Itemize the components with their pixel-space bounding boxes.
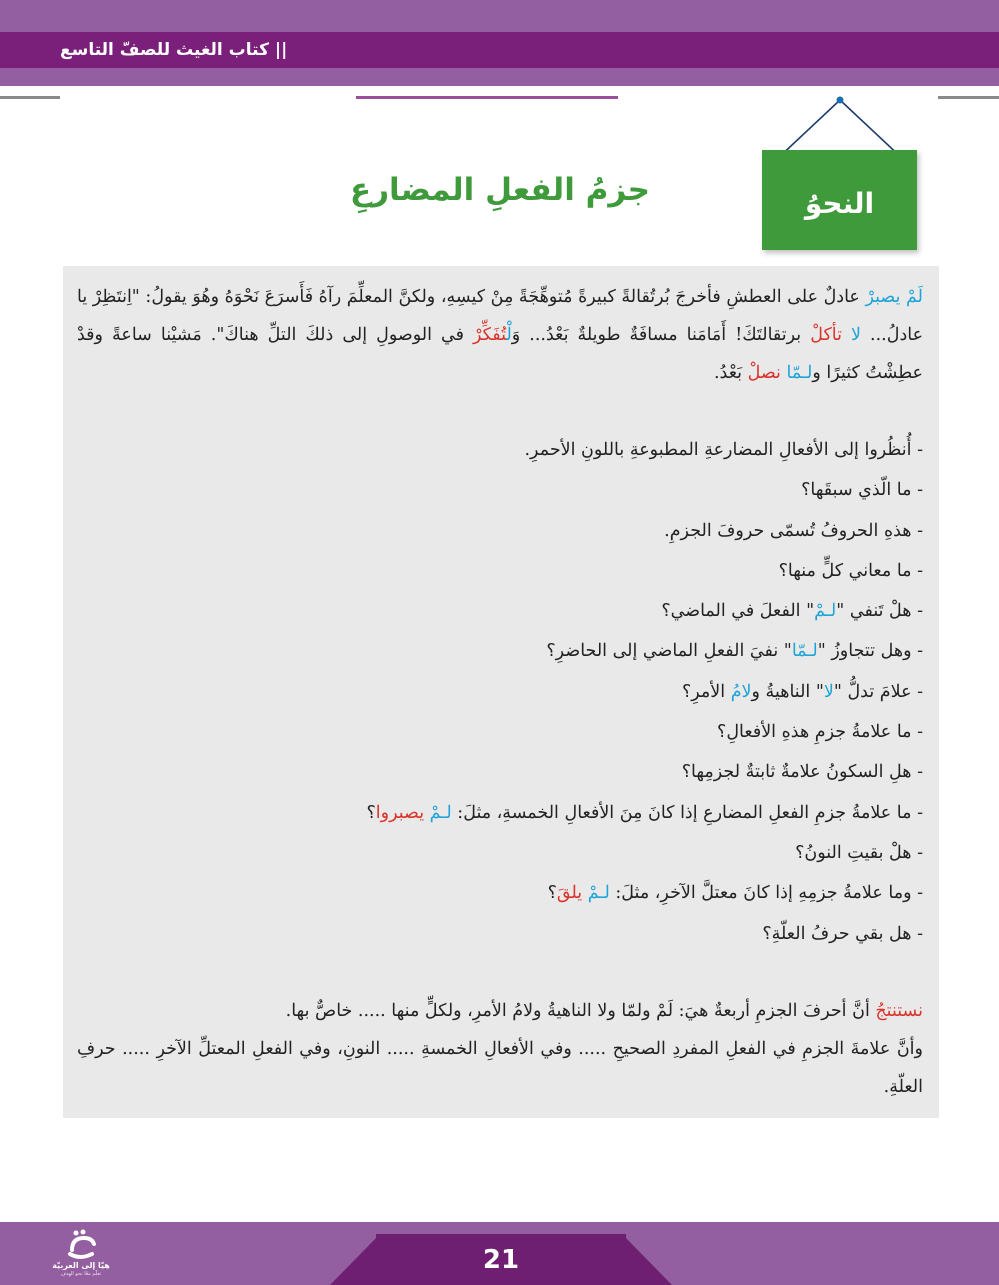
story-text: في الوصولِ إلى ذلكَ التلِّ هناكَ". مَشيْنا ساعةً وقدْ عطِشْتُ كثيرًا و — [77, 325, 923, 383]
story-verb-tufakkir: تُفَكِّرْ — [472, 325, 507, 345]
list-item: - ما الّذي سبقَها؟ — [801, 480, 923, 501]
book-title: || كتاب الغيث للصفّ التاسع — [60, 40, 288, 60]
content-body — [77, 278, 923, 1106]
list-item: - أُنظُروا إلى الأفعالِ المضارعةِ المطبوعةِ باللونِ الأحمرِ. — [524, 440, 923, 460]
story-text: عادلٌ على العطشِ فأخرجَ بُرتُقالةً كبيرةً مُتوهِّجَةً مِنْ كيسِهِ، ولكنَّ المعلِّمَ رآهُ فَأَسرَعَ نَحْوَهُ وهُوَ يقولُ: "اِنتَظِرْ يا عادلُ... — [77, 287, 924, 345]
story-paragraph — [77, 278, 923, 392]
question-text: ؟ — [547, 883, 557, 904]
list-item — [77, 672, 923, 712]
question-text: - هلْ تَنفي " — [836, 601, 923, 622]
divider-left — [0, 96, 60, 99]
list-item: - هلْ بقيتِ النونُ؟ — [795, 842, 923, 863]
header-bottom-band — [0, 68, 999, 86]
content-panel — [63, 266, 939, 1118]
highlight-verb-yasbiru: يصبروا — [375, 802, 425, 823]
publisher-logo — [50, 1228, 112, 1280]
highlight-lam: لـمْ — [424, 802, 452, 823]
question-text: - وهل تتجاوزُ " — [817, 641, 923, 662]
story-text: برتقالتَكَ! أَمَامَنا مسافَةٌ طويلةٌ بَعْدُ... وَ — [511, 325, 811, 345]
story-jazm-lam: لَمْ يصبرْ — [865, 287, 924, 307]
highlight-lamma: لـمّا — [791, 641, 818, 662]
questions-list — [77, 430, 923, 954]
list-item — [77, 793, 923, 833]
story-jazm-la: لا — [842, 325, 862, 345]
highlight-verb-yalqa: يلقَ — [556, 883, 583, 904]
list-item: - هلِ السكونُ علامةٌ ثابتةٌ لجزمِها؟ — [681, 762, 923, 783]
conclusion-paragraph — [77, 992, 923, 1030]
divider-center — [356, 96, 618, 99]
question-text: - وما علامةُ جزمِهِ إذا كانَ معتلَّ الآخرِ، مثلَ: — [609, 883, 923, 904]
list-item — [77, 631, 923, 671]
question-text: الأمرِ؟ — [681, 681, 731, 702]
question-text: " الفعلَ في الماضي؟ — [661, 601, 815, 622]
story-verb-takul: تأكلْ — [810, 325, 842, 345]
subject-sign — [762, 150, 917, 250]
highlight-lam-amr: لامُ — [730, 681, 752, 702]
page-number: 21 — [482, 1245, 520, 1275]
list-item: - ما علامةُ جزمِ هذهِ الأفعالِ؟ — [717, 722, 923, 743]
list-item: - ما معاني كلٍّ منها؟ — [778, 560, 923, 581]
question-text: - علامَ تدلُّ " — [833, 681, 923, 702]
highlight-la: لا — [823, 681, 834, 702]
story-jazm-lamma: لـمّا — [780, 363, 813, 383]
question-text: ؟ — [366, 802, 376, 823]
conclusion-line-2: وأنَّ علامةَ الجزمِ في الفعلِ المفردِ الصحيحِ ..... وفي الأفعالِ الخمسةِ ..... النونِ، وفي الفعلِ المعتلِّ الآخرِ ..... حرفِ العلّةِ. — [77, 1038, 923, 1097]
story-jazm-lam-amr: لْ — [506, 325, 512, 345]
divider-right — [938, 96, 999, 99]
logo-subtext: تعلّم معًا نحو الهدف — [60, 1271, 102, 1277]
list-item: - هل بقي حرفُ العلّةِ؟ — [762, 923, 923, 944]
question-text: - ما علامةُ جزمِ الفعلِ المضارعِ إذا كانَ مِنَ الأفعالِ الخمسةِ، مثلَ: — [451, 802, 923, 823]
question-text: " نفيَ الفعلِ الماضي إلى الحاضرِ؟ — [546, 641, 792, 662]
header-top-band — [0, 0, 999, 32]
spacer — [77, 392, 923, 430]
highlight-lam: لـمْ — [582, 883, 610, 904]
logo-icon — [50, 1228, 112, 1262]
subject-label: النحوُ — [804, 186, 875, 220]
story-verb-nasil: نصلْ — [747, 363, 781, 383]
spacer — [77, 954, 923, 992]
list-item — [77, 873, 923, 913]
question-text: " الناهيةُ و — [751, 681, 824, 702]
lesson-title: جزمُ الفعلِ المضارعِ — [350, 172, 650, 208]
list-item — [77, 591, 923, 631]
story-text: بَعْدُ. — [713, 363, 748, 383]
highlight-lam: لـمْ — [814, 601, 837, 622]
conclusion-keyword: نستنتجُ — [875, 1000, 923, 1021]
logo-text: هيّا إلى العربيّة — [52, 1261, 110, 1270]
conclusion-line-1: أنَّ أحرفَ الجزمِ أربعةٌ هيَ: لَمْ ولمّا ولا الناهيةُ ولامُ الأمرِ، ولكلٍّ منها ..... خاصٌّ بها. — [285, 1000, 876, 1021]
list-item: - هذهِ الحروفُ تُسمّى حروفَ الجزمِ. — [664, 520, 923, 541]
